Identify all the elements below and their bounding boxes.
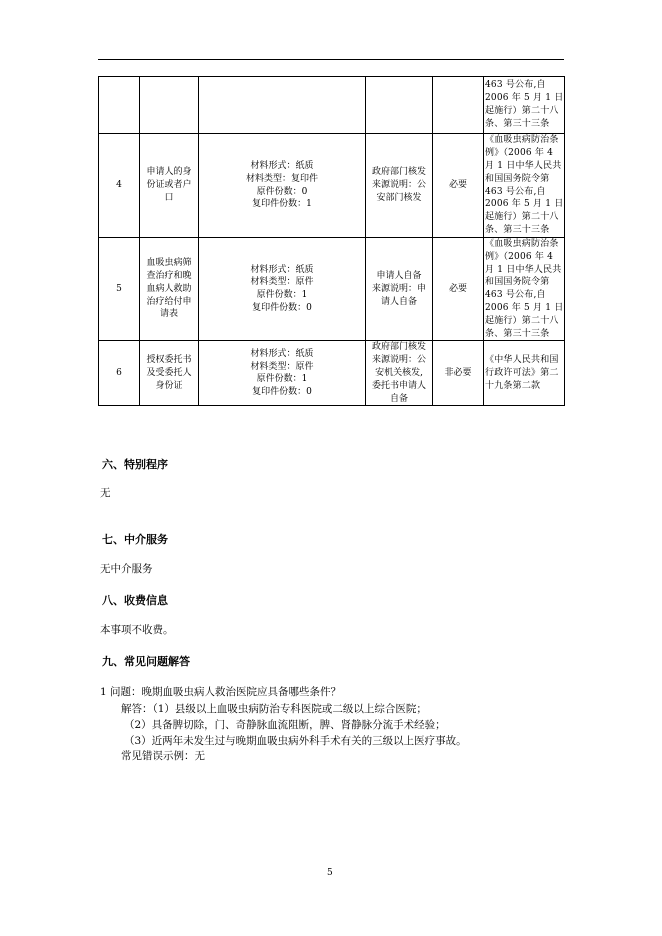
table-row xyxy=(99,77,565,134)
cell-material-name: 授权委托书及受委托人身份证 xyxy=(140,341,199,406)
material-line: 材料类型：原件 xyxy=(250,361,314,372)
basis-line: 起施行）第二十八 xyxy=(485,315,559,326)
material-line: 复印件份数：0 xyxy=(252,387,312,398)
cell-source xyxy=(366,77,433,134)
materials-table xyxy=(98,76,565,406)
cell-material-detail xyxy=(199,238,366,341)
material-line: 原件份数：1 xyxy=(256,374,308,385)
basis-line: 起施行）第二十八 xyxy=(485,106,559,116)
cell-material-name xyxy=(140,77,199,134)
basis-line: 行政许可法》第二 xyxy=(485,367,559,378)
source-line: 委托书申请人 xyxy=(371,380,426,391)
basis-line: 月 1 日中华人民共 xyxy=(485,160,562,171)
cell-source xyxy=(366,134,433,238)
basis-line: 和国国务院令第 xyxy=(485,277,550,288)
material-line: 材料形式：纸质 xyxy=(250,264,314,275)
source-line: 政府部门核发 xyxy=(371,342,426,353)
section-special-title: 六、特别程序 xyxy=(102,458,168,471)
basis-line: 例》（2006 年 4 xyxy=(485,251,554,262)
cell-required xyxy=(433,77,484,134)
source-line: 来源说明：公 xyxy=(371,180,426,191)
cell-legal-basis xyxy=(484,341,565,406)
header-rule xyxy=(98,59,564,60)
basis-line: 条、第三十三条 xyxy=(485,328,550,339)
section-special-text: 无 xyxy=(100,487,111,499)
basis-line: 《血吸虫病防治条 xyxy=(485,135,559,146)
faq-answer-1: 解答：（1）县级以上血吸虫病防治专科医院或二级以上综合医院； xyxy=(121,703,427,715)
material-line: 材料形式：纸质 xyxy=(250,348,314,359)
source-line: 来源说明：申 xyxy=(371,283,426,294)
cell-required: 必要 xyxy=(433,134,484,238)
basis-line: 2006 年 5 月 1 日 xyxy=(485,93,564,104)
basis-line: 2006 年 5 月 1 日 xyxy=(485,302,564,313)
basis-line: 条、第三十三条 xyxy=(485,224,550,235)
cell-source xyxy=(366,341,433,406)
section-faq-title: 九、常见问题解答 xyxy=(102,655,190,668)
cell-legal-basis xyxy=(484,238,565,341)
material-line: 材料类型：复印件 xyxy=(245,173,318,184)
basis-line: 463 号公布,自 xyxy=(485,80,546,91)
cell-number: 5 xyxy=(99,238,140,341)
cell-number: 4 xyxy=(99,134,140,238)
basis-line: 条、第三十三条 xyxy=(485,118,550,129)
source-line: 请人自备 xyxy=(380,296,417,307)
cell-material-name: 申请人的身份证或者户口 xyxy=(140,134,199,238)
section-fee-text: 本事项不收费。 xyxy=(100,624,174,636)
basis-line: 和国国务院令第 xyxy=(485,173,550,184)
faq-errors: 常见错误示例：无 xyxy=(121,750,205,762)
source-line: 安机关核发, xyxy=(375,367,423,378)
faq-answer-3: （3）近两年未发生过与晚期血吸虫病外科手术有关的三级以上医疗事故。 xyxy=(124,735,467,747)
cell-legal-basis xyxy=(484,134,565,238)
material-line: 原件份数：0 xyxy=(256,186,308,197)
section-agency-title: 七、中介服务 xyxy=(102,533,168,546)
page-number: 5 xyxy=(327,868,333,878)
basis-line: 463 号公布,自 xyxy=(485,290,546,301)
material-line: 复印件份数：0 xyxy=(252,302,312,313)
basis-line: 《血吸虫病防治条 xyxy=(485,239,559,249)
material-line: 原件份数：1 xyxy=(256,290,308,301)
cell-source xyxy=(366,238,433,341)
cell-material-detail xyxy=(199,341,366,406)
basis-line: 463 号公布,自 xyxy=(485,186,546,197)
cell-legal-basis xyxy=(484,77,565,134)
material-line: 复印件份数：1 xyxy=(252,199,312,210)
source-line: 来源说明：公 xyxy=(371,355,426,366)
table-row xyxy=(99,341,565,406)
basis-line: 起施行）第二十八 xyxy=(485,212,559,223)
section-fee-title: 八、收费信息 xyxy=(102,594,168,607)
cell-material-detail xyxy=(199,134,366,238)
basis-line: 月 1 日中华人民共 xyxy=(485,264,562,275)
source-line: 申请人自备 xyxy=(376,270,422,281)
basis-line: 2006 年 5 月 1 日 xyxy=(485,199,564,210)
cell-required: 非必要 xyxy=(433,341,484,406)
faq-question: 1 问题：晚期血吸虫病人救治医院应具备哪些条件？ xyxy=(100,686,342,698)
cell-material-detail xyxy=(199,77,366,134)
section-agency-text: 无中介服务 xyxy=(100,563,153,575)
source-line: 安部门核发 xyxy=(376,192,422,203)
cell-required: 必要 xyxy=(433,238,484,341)
basis-line: 十九条第二款 xyxy=(485,380,541,391)
cell-number: 6 xyxy=(99,341,140,406)
cell-number xyxy=(99,77,140,134)
source-line: 政府部门核发 xyxy=(371,167,426,178)
material-line: 材料形式：纸质 xyxy=(250,160,314,171)
table-row xyxy=(99,134,565,238)
table-row xyxy=(99,238,565,341)
basis-line: 《中华人民共和国 xyxy=(485,355,559,366)
faq-answer-2: （2）具备脾切除，门、奇静脉血流阻断，脾、肾静脉分流手术经验； xyxy=(124,719,446,731)
source-line: 自备 xyxy=(389,393,408,404)
cell-material-name: 血吸虫病筛查治疗和晚血病人救助治疗给付申请表 xyxy=(140,238,199,341)
material-line: 材料类型：原件 xyxy=(250,277,314,288)
basis-line: 例》（2006 年 4 xyxy=(485,148,554,159)
